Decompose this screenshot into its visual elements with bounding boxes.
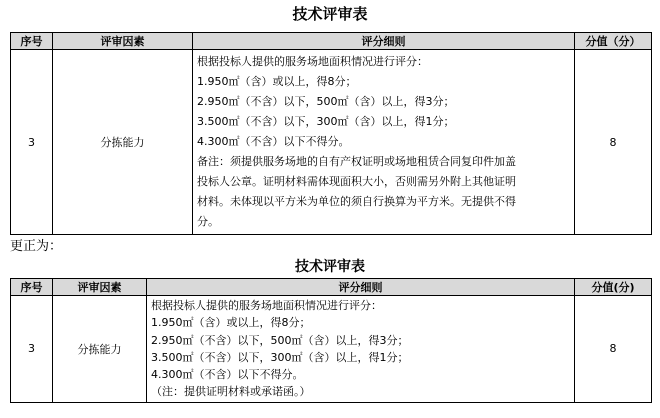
header-factor: 评审因素 [53, 33, 193, 50]
header-index: 序号 [11, 33, 53, 50]
header-criteria: 评分细则 [147, 279, 575, 296]
table-header-row [11, 33, 652, 50]
criteria-line: 根据投标人提供的服务场地面积情况进行评分： [151, 299, 382, 312]
criteria-line: 投标人公章。证明材料需体现面积大小，否则需另外附上其他证明 [197, 175, 516, 188]
row-criteria [147, 296, 575, 403]
criteria-line: 分。 [197, 215, 219, 228]
table-row [11, 296, 652, 403]
corrected-table-title: 技术评审表 [295, 259, 365, 275]
table-header-row [11, 279, 652, 296]
criteria-line: 根据投标人提供的服务场地面积情况进行评分： [197, 55, 428, 68]
criteria-line: 2.950㎡（不含）以下，500㎡（含）以上，得3分； [197, 95, 455, 108]
row-factor: 分拣能力 [53, 50, 193, 235]
criteria-line: 3.500㎡（不含）以下，300㎡（含）以上，得1分； [197, 115, 455, 128]
criteria-line: 4.300㎡（不含）以下不得分。 [197, 135, 350, 148]
header-score: 分值(分) [575, 279, 652, 296]
criteria-line: 2.950㎡（不含）以下，500㎡（含）以上，得3分； [151, 333, 409, 347]
criteria-line: 3.500㎡（不含）以下，300㎡（含）以上，得1分； [151, 350, 409, 364]
row-score: 8 [575, 50, 652, 235]
criteria-line: 4.300㎡（不含）以下不得分。 [151, 368, 304, 382]
header-criteria: 评分细则 [193, 33, 575, 50]
header-factor: 评审因素 [53, 279, 147, 296]
criteria-line: 1.950㎡（含）或以上，得8分； [197, 75, 357, 88]
criteria-line: 1.950㎡（含）或以上，得8分； [151, 316, 311, 330]
criteria-line: （注：提供证明材料或承诺函。） [151, 385, 311, 399]
row-index: 3 [11, 50, 53, 235]
row-index: 3 [11, 296, 53, 403]
header-score: 分值（分） [575, 33, 652, 50]
row-criteria [193, 50, 575, 235]
header-index: 序号 [11, 279, 53, 296]
original-table-title: 技术评审表 [292, 5, 368, 23]
row-score: 8 [575, 296, 652, 403]
table-row [11, 50, 652, 235]
criteria-line: 材料。未体现以平方米为单位的须自行换算为平方米。无提供不得 [197, 195, 516, 208]
criteria-line: 备注：须提供服务场地的自有产权证明或场地租赁合同复印件加盖 [197, 155, 516, 168]
correction-label: 更正为： [10, 239, 63, 254]
original-score-table [10, 32, 652, 235]
corrected-score-table [10, 278, 652, 403]
row-factor: 分拣能力 [53, 296, 147, 403]
